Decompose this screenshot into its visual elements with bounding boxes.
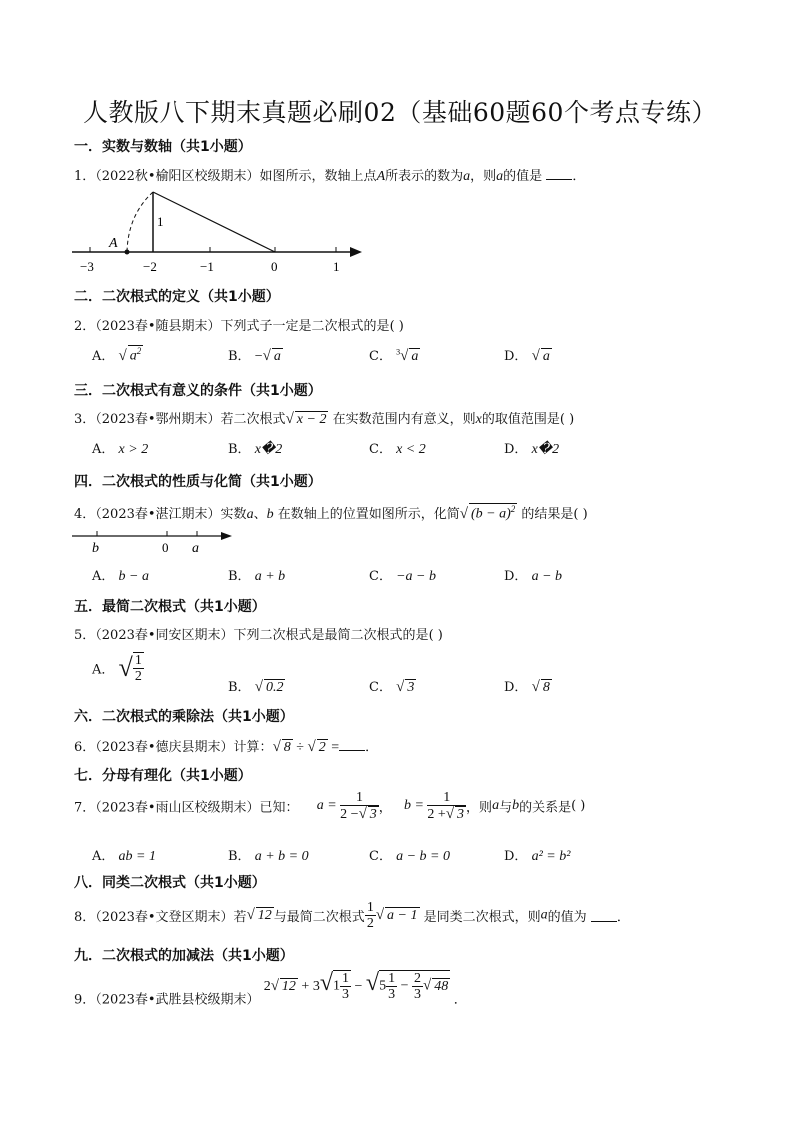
question-number: 9． [74, 992, 96, 1008]
question-text: ． [572, 169, 586, 184]
section-heading: 四．二次根式的性质与化简（共1小题） [74, 474, 322, 490]
option-c[interactable] [369, 565, 436, 585]
question-source: （2023春•文登区期末） [95, 910, 234, 925]
number-line-figure [70, 185, 370, 280]
tick-label: 1 [333, 259, 340, 274]
question-number: 3． [74, 412, 96, 427]
tick-label: −1 [200, 259, 214, 274]
option-label: D． [504, 349, 528, 364]
option-label: A． [92, 349, 115, 364]
point-label: a [192, 541, 199, 556]
section-heading: 五．最简二次根式（共1小题） [74, 599, 266, 615]
radicand: 8 [542, 680, 550, 695]
root-index: 3 [396, 347, 401, 357]
radicand: a [273, 349, 281, 364]
operator: = [331, 740, 340, 755]
option-expr: a² = b² [531, 849, 571, 864]
question-text: ，则 [466, 800, 493, 816]
option-label: D． [504, 849, 528, 864]
question-text: 、 [253, 507, 267, 522]
option-expr: x < 2 [396, 442, 426, 457]
radicand: 12 [257, 908, 272, 923]
math-lhs: b = [403, 798, 424, 814]
option-b[interactable] [228, 438, 282, 458]
question-1 [74, 165, 585, 185]
question-text: 在实数范围内有意义，则 [332, 412, 476, 427]
question-text: 已知： [259, 800, 299, 816]
radicand: 0.2 [265, 680, 284, 695]
point-label: b [92, 541, 99, 556]
radicand: (b − a) [470, 507, 511, 522]
page-title: 人教版八下期末真题必刷02（基础60题60个考点专练） [83, 98, 717, 127]
answer-paren: ( ) [389, 319, 404, 334]
radicand: a [542, 349, 550, 364]
fraction-denominator: 3 [388, 987, 396, 1003]
fraction-numerator: 1 [366, 900, 374, 915]
radicand: x − 2 [296, 412, 327, 427]
answer-paren: ( ) [559, 412, 575, 427]
option-label: C． [369, 442, 392, 457]
option-label: A． [92, 662, 115, 678]
question-source: （2023春•武胜县校级期末） [95, 992, 260, 1008]
question-source: （2023春•随县期末） [95, 319, 221, 334]
question-source: （2023春•德庆县期末） [95, 740, 234, 755]
tick-label: −3 [80, 259, 94, 274]
fraction-numerator: 2 [413, 971, 421, 987]
question-text: 的关系是 [519, 800, 572, 816]
math-var: a [540, 907, 548, 923]
question-text: ． [365, 740, 379, 755]
question-text: 若二次根式 [220, 412, 286, 427]
option-label: D． [504, 442, 528, 457]
option-d[interactable] [504, 845, 570, 865]
option-label: C． [369, 849, 392, 864]
question-text: ，则 [470, 169, 497, 184]
tick-label: 0 [162, 540, 169, 555]
option-expr: b − a [118, 569, 149, 584]
height-label: 1 [157, 214, 164, 229]
radicand: a [129, 349, 137, 364]
math-var: b [512, 798, 520, 813]
question-number: 7． [74, 800, 96, 816]
question-9: 9．（2023春•武胜县校级期末） 2√ 12 + 3√1 $\frac{1}{3}$ − √5 $\frac{1}{3}$ − $\frac{2}{3}$ √ 48 ． [74, 970, 467, 1008]
question-number: 4． [74, 507, 96, 522]
answer-blank [591, 909, 617, 922]
math-var: a [496, 169, 504, 184]
option-label: B． [228, 849, 251, 864]
section-heading: 八．同类二次根式（共1小题） [74, 875, 266, 891]
tick-label: −2 [143, 259, 157, 274]
question-5 [74, 624, 443, 643]
option-d[interactable]: D． √ a [504, 348, 550, 364]
radicand: 3 [457, 807, 465, 822]
question-3: 3．（2023春•鄂州期末）若二次根式√ x − 2 在实数范围内有意义，则x的取值范围是( ) [74, 411, 575, 427]
radicand: 2 [318, 740, 326, 755]
option-label: D． [504, 680, 528, 695]
number-line-figure [70, 527, 240, 557]
fraction-denominator: 2 [134, 669, 142, 684]
question-number: 6． [74, 740, 96, 755]
question-text: 若 [233, 910, 247, 925]
question-7: 7．（2023春•雨山区校级期末）已知： a = $\frac{1}{2 -√ 3}$ ， b = $\frac{1}{2 +√ 3}$ ，则a与b的关系是( ) [74, 790, 586, 822]
operator: ÷ [296, 740, 304, 755]
radicand: a − 1 [387, 907, 418, 923]
math-var: b [266, 507, 274, 522]
option-expr: x > 2 [118, 442, 149, 457]
option-label: A． [92, 442, 115, 457]
fraction-denominator: 3 [413, 987, 421, 1003]
option-c[interactable]: C． $^3$√ a [369, 347, 419, 364]
option-expr: a − b = 0 [396, 849, 450, 864]
option-a[interactable] [92, 438, 148, 458]
option-label: B． [228, 569, 251, 584]
question-text: 如图所示，数轴上点 [259, 169, 377, 184]
math-var: a [492, 798, 500, 813]
option-expr: a + b [254, 569, 286, 584]
option-label: B． [228, 680, 251, 695]
question-text: 是同类二次根式，则 [423, 910, 541, 925]
question-text: 实数 [220, 507, 247, 522]
option-expr: x�2 [254, 442, 283, 457]
answer-paren: ( ) [571, 798, 586, 814]
option-d[interactable] [504, 438, 559, 458]
mixed-whole: 5 [379, 979, 387, 994]
option-a[interactable]: A． √ $a^2$ [92, 346, 142, 364]
option-c[interactable] [369, 438, 426, 458]
question-source: （2023春•湛江期末） [95, 507, 221, 522]
option-label: A． [92, 569, 115, 584]
option-b[interactable]: B． √ 0.2 [228, 679, 284, 695]
question-source: （2023春•鄂州期末） [95, 412, 221, 427]
question-number: 5． [74, 628, 96, 643]
radicand: 12 [281, 979, 296, 994]
question-text: 的值是 [503, 169, 543, 184]
math-var: A [376, 169, 386, 184]
fraction-numerator: 1 [388, 971, 396, 987]
operator: + [301, 979, 310, 994]
radicand: 48 [434, 979, 449, 994]
sign: − [254, 349, 263, 364]
math-var: a [463, 169, 471, 184]
math-var: a [246, 507, 254, 522]
question-2 [74, 315, 404, 334]
option-expr: a + b = 0 [254, 849, 309, 864]
tick-label: 0 [271, 259, 278, 274]
question-text: 所表示的数为 [385, 169, 464, 184]
section-heading: 一．实数与数轴（共1小题） [74, 139, 252, 155]
option-label: A． [92, 849, 115, 864]
question-text: ． [616, 910, 630, 925]
fraction-denominator: 2 − [340, 807, 359, 822]
operator: − [400, 979, 409, 994]
coefficient: 2 [263, 979, 271, 994]
option-label: B． [228, 349, 251, 364]
question-source: （2022秋•榆阳区校级期末） [95, 169, 260, 184]
fraction-denominator: 3 [342, 987, 349, 1003]
radicand: 3 [407, 680, 415, 695]
fraction-numerator: 1 [340, 790, 379, 806]
fraction-denominator: 2 + [427, 807, 446, 822]
question-text: 下列式子一定是二次根式的是 [220, 319, 390, 334]
question-4: 4．（2023春•湛江期末）实数a、b 在数轴上的位置如图所示，化简√ $(b - a)^2$ 的结果是( ) [74, 504, 588, 522]
mixed-whole: 1 [333, 979, 340, 994]
question-text: 与 [499, 800, 513, 816]
coefficient: 3 [312, 979, 320, 994]
section-heading: 九．二次根式的加减法（共1小题） [74, 948, 294, 964]
option-label: C． [369, 680, 392, 695]
exponent: 2 [510, 504, 516, 515]
option-expr: −a − b [396, 569, 436, 584]
question-text: 下列二次根式是最简二次根式的是 [233, 628, 429, 643]
option-expr: x�2 [531, 442, 560, 457]
section-heading: 三．二次根式有意义的条件（共1小题） [74, 383, 322, 399]
section-heading: 七．分母有理化（共1小题） [74, 768, 252, 784]
fraction-denominator: 2 [366, 916, 374, 931]
section-heading: 六．二次根式的乘除法（共1小题） [74, 709, 294, 725]
radicand: a [411, 349, 419, 364]
question-number: 8． [74, 910, 96, 925]
option-a[interactable]: A． √ $\frac{1}{2}$ [92, 653, 142, 684]
answer-blank [339, 738, 365, 751]
option-expr: ab = 1 [118, 849, 156, 864]
option-label: C． [369, 349, 392, 364]
radicand: 8 [283, 740, 291, 755]
question-text: 的结果是 [521, 507, 574, 522]
option-c[interactable]: C． √ 3 [369, 679, 415, 695]
fraction-numerator: 1 [134, 653, 142, 668]
question-source: （2023春•雨山区校级期末） [95, 800, 260, 816]
math-lhs: a = [316, 798, 337, 814]
question-8: 8．（2023春•文登区期末）若√ 12 与最简二次根式 $\frac{1}{2}$ √ a − 1 是同类二次根式，则a的值为 ． [74, 900, 630, 931]
fraction-numerator: 1 [427, 790, 466, 806]
answer-paren: ( ) [573, 507, 588, 522]
answer-paren: ( ) [428, 628, 443, 643]
question-text: 的取值范围是 [481, 412, 560, 427]
question-6: 6．（2023春•德庆县期末）计算：√ 8 ÷ √ 2 = ． [74, 739, 379, 755]
operator: − [354, 979, 363, 994]
question-text: ． [453, 992, 467, 1008]
math-var: x [475, 412, 482, 427]
option-b[interactable] [228, 845, 309, 865]
question-number: 2． [74, 319, 96, 334]
option-a[interactable] [92, 565, 149, 585]
question-text: ， [378, 800, 392, 816]
fraction-numerator: 1 [342, 971, 349, 987]
option-label: C． [369, 569, 392, 584]
question-text: 与最简二次根式 [273, 910, 365, 925]
exponent: 2 [136, 346, 142, 357]
question-text: 计算： [233, 740, 273, 755]
radicand: 3 [369, 807, 377, 822]
option-d[interactable] [504, 565, 562, 585]
question-source: （2023春•同安区期末） [95, 628, 234, 643]
option-b[interactable] [228, 565, 285, 585]
option-d[interactable]: D． √ 8 [504, 679, 550, 695]
option-a[interactable] [92, 845, 156, 865]
point-label: A [109, 236, 118, 251]
option-label: D． [504, 569, 528, 584]
option-label: B． [228, 442, 251, 457]
option-expr: a − b [531, 569, 563, 584]
question-number: 1． [74, 169, 96, 184]
question-text: 的值为 [547, 910, 587, 925]
question-text: 在数轴上的位置如图所示，化简 [277, 507, 460, 522]
option-b[interactable]: B． −√ a [228, 348, 281, 364]
section-heading: 二．二次根式的定义（共1小题） [74, 289, 280, 305]
option-c[interactable] [369, 845, 450, 865]
answer-blank [546, 167, 572, 180]
